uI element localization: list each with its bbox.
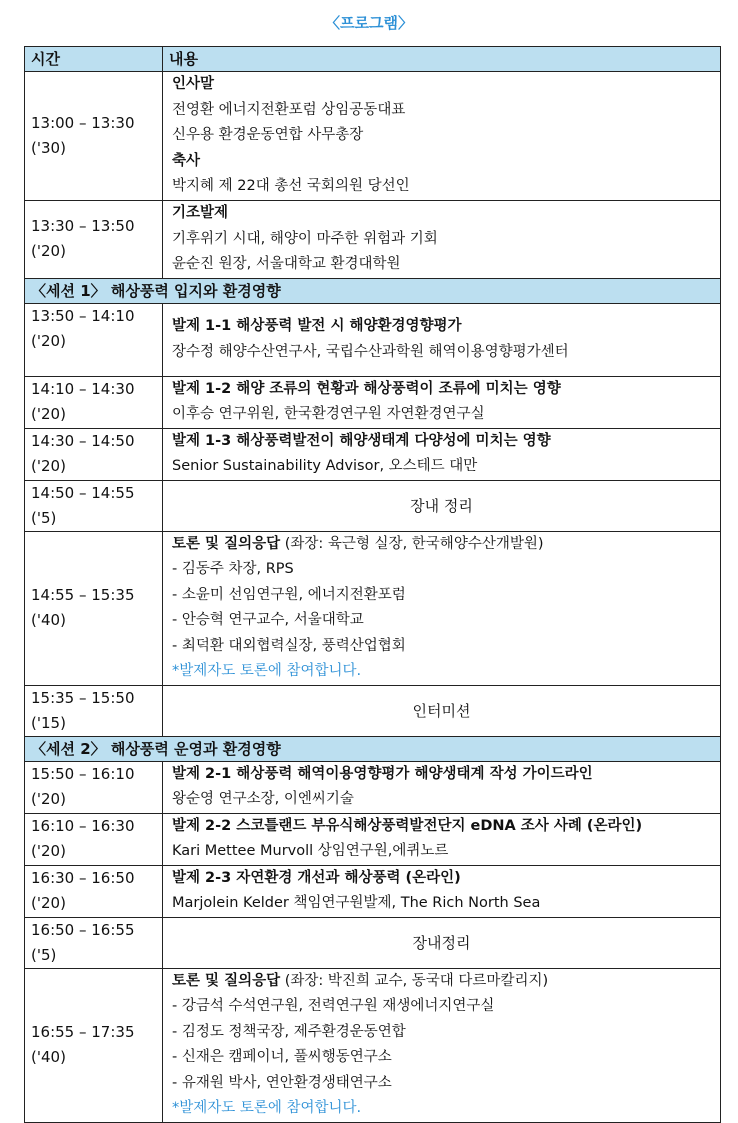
panelist: - 강금석 수석연구원, 전력연구원 재생에너지연구실 (172, 998, 495, 1014)
time-range: 14:50 – 14:55 (31, 483, 135, 502)
time-range: 14:55 – 15:35 (31, 586, 135, 604)
time-duration: ('30) (31, 139, 66, 157)
talk-title: 기후위기 시대, 해양이 마주한 위험과 기회 (172, 230, 438, 247)
talk-title: 발제 1-1 해상풍력 발전 시 해양환경영향평가 (172, 318, 462, 334)
time-cell (25, 865, 163, 917)
section-label: 인사말 (172, 76, 215, 92)
time-duration: ('20) (31, 331, 66, 350)
time-duration: ('20) (31, 789, 66, 808)
time-cell (25, 531, 163, 685)
panelist: - 안승혁 연구교수, 서울대학교 (172, 612, 364, 628)
discussion-label: 토론 및 질의응답 (172, 535, 281, 552)
content-cell (163, 303, 721, 376)
speaker: Senior Sustainability Advisor, 오스테드 대만 (172, 458, 478, 474)
speaker: Marjolein Kelder 책임연구원발제, The Rich North Sea (172, 895, 541, 911)
session-title: 〈세션 1〉 해상풍력 입지와 환경영향 (25, 278, 721, 303)
time-range: 14:30 – 14:50 (31, 431, 135, 450)
time-range: 13:00 – 13:30 (31, 114, 135, 132)
section-label: 기조발제 (172, 205, 229, 221)
table-row (25, 303, 721, 376)
table-row (25, 480, 721, 531)
panelist: - 소윤미 선임연구원, 에너지전환포럼 (172, 586, 406, 603)
content-cell (163, 865, 721, 917)
break-cell: 장내정리 (163, 917, 721, 968)
time-cell (25, 376, 163, 428)
moderator: (좌장: 육근형 실장, 한국해양수산개발원) (280, 535, 544, 552)
table-row (25, 865, 721, 917)
panelist: - 김정도 정책국장, 제주환경운동연합 (172, 1023, 406, 1040)
speaker: 박지혜 제 22대 총선 국회의원 당선인 (172, 178, 410, 194)
discussion-note: *발제자도 토론에 참여합니다. (172, 1100, 362, 1116)
time-range: 13:50 – 14:10 (31, 306, 135, 325)
header-content: 내용 (163, 47, 721, 72)
time-range: 14:10 – 14:30 (31, 379, 135, 398)
time-range: 16:10 – 16:30 (31, 816, 135, 835)
time-cell (25, 917, 163, 968)
table-row (25, 813, 721, 865)
speaker: Kari Mettee Murvoll 상임연구원,에퀴노르 (172, 843, 449, 859)
discussion-label: 토론 및 질의응답 (172, 972, 281, 989)
speaker: 장수정 해양수산연구사, 국립수산과학원 해역이용영향평가센터 (172, 343, 569, 360)
panelist: - 최덕환 대외협력실장, 풍력산업협회 (172, 637, 406, 654)
talk-title: 발제 2-3 자연환경 개선과 해상풍력 (온라인) (172, 869, 461, 886)
discussion-heading (172, 532, 720, 558)
table-row (25, 428, 721, 480)
program-title: 〈프로그램〉 (325, 14, 413, 32)
time-range: 15:50 – 16:10 (31, 764, 135, 783)
content-cell (163, 376, 721, 428)
table-row (25, 761, 721, 813)
time-duration: ('40) (31, 611, 66, 629)
time-cell (25, 201, 163, 279)
time-cell (25, 72, 163, 201)
content-cell (163, 761, 721, 813)
speaker: 윤순진 원장, 서울대학교 환경대학원 (172, 256, 401, 272)
content-cell (163, 813, 721, 865)
table-row (25, 685, 721, 736)
table-row (25, 917, 721, 968)
content-cell (163, 201, 721, 279)
content-cell (163, 72, 721, 201)
table-row (25, 376, 721, 428)
time-range: 16:55 – 17:35 (31, 1023, 135, 1041)
discussion-heading (172, 969, 720, 995)
header-time: 시간 (25, 47, 163, 72)
speaker: 전영환 에너지전환포럼 상임공동대표 (172, 101, 406, 118)
time-duration: ('15) (31, 713, 66, 732)
table-row (25, 201, 721, 279)
session-title: 〈세션 2〉 해상풍력 운영과 환경영향 (25, 736, 721, 761)
table-header-row (25, 47, 721, 72)
time-duration: ('20) (31, 456, 66, 475)
section-label: 축사 (172, 152, 201, 169)
table-row (25, 968, 721, 1122)
panelist: - 유재원 박사, 연안환경생태연구소 (172, 1074, 392, 1091)
time-cell (25, 303, 163, 376)
talk-title: 발제 1-2 해양 조류의 현황과 해상풍력이 조류에 미치는 영향 (172, 380, 561, 397)
time-duration: ('20) (31, 893, 66, 912)
moderator: (좌장: 박진희 교수, 동국대 다르마칼리지) (280, 972, 549, 989)
session-header-1 (25, 278, 721, 303)
time-duration: ('20) (31, 841, 66, 860)
time-duration: ('5) (31, 508, 57, 527)
break-cell: 장내 정리 (163, 480, 721, 531)
time-range: 16:30 – 16:50 (31, 868, 135, 887)
content-cell (163, 428, 721, 480)
time-range: 16:50 – 16:55 (31, 920, 135, 939)
time-range: 15:35 – 15:50 (31, 688, 135, 707)
time-duration: ('20) (31, 242, 66, 261)
talk-title: 발제 1-3 해상풍력발전이 해양생태계 다양성에 미치는 영향 (172, 432, 551, 449)
content-cell (163, 968, 721, 1122)
time-cell (25, 813, 163, 865)
table-row (25, 72, 721, 201)
speaker: 이후승 연구위원, 한국환경연구원 자연환경연구실 (172, 406, 485, 422)
session-header-2 (25, 736, 721, 761)
time-duration: ('40) (31, 1048, 66, 1066)
time-cell (25, 428, 163, 480)
time-duration: ('5) (31, 945, 57, 964)
time-duration: ('20) (31, 404, 66, 423)
time-cell (25, 968, 163, 1122)
time-cell (25, 480, 163, 531)
program-table (24, 46, 721, 1123)
speaker: 신우용 환경운동연합 사무총장 (172, 127, 364, 143)
speaker: 왕순영 연구소장, 이엔씨기술 (172, 791, 354, 807)
panelist: - 김동주 차장, RPS (172, 561, 294, 577)
content-cell (163, 531, 721, 685)
table-row (25, 531, 721, 685)
break-cell: 인터미션 (163, 685, 721, 736)
time-cell (25, 761, 163, 813)
panelist: - 신재은 캠페이너, 풀씨행동연구소 (172, 1049, 392, 1065)
talk-title: 발제 2-1 해상풍력 해역이용영향평가 해양생태계 작성 가이드라인 (172, 765, 593, 782)
time-range: 13:30 – 13:50 (31, 217, 135, 236)
discussion-note: *발제자도 토론에 참여합니다. (172, 663, 362, 679)
time-cell (25, 685, 163, 736)
talk-title: 발제 2-2 스코틀랜드 부유식해상풍력발전단지 eDNA 조사 사례 (온라인) (172, 817, 643, 834)
